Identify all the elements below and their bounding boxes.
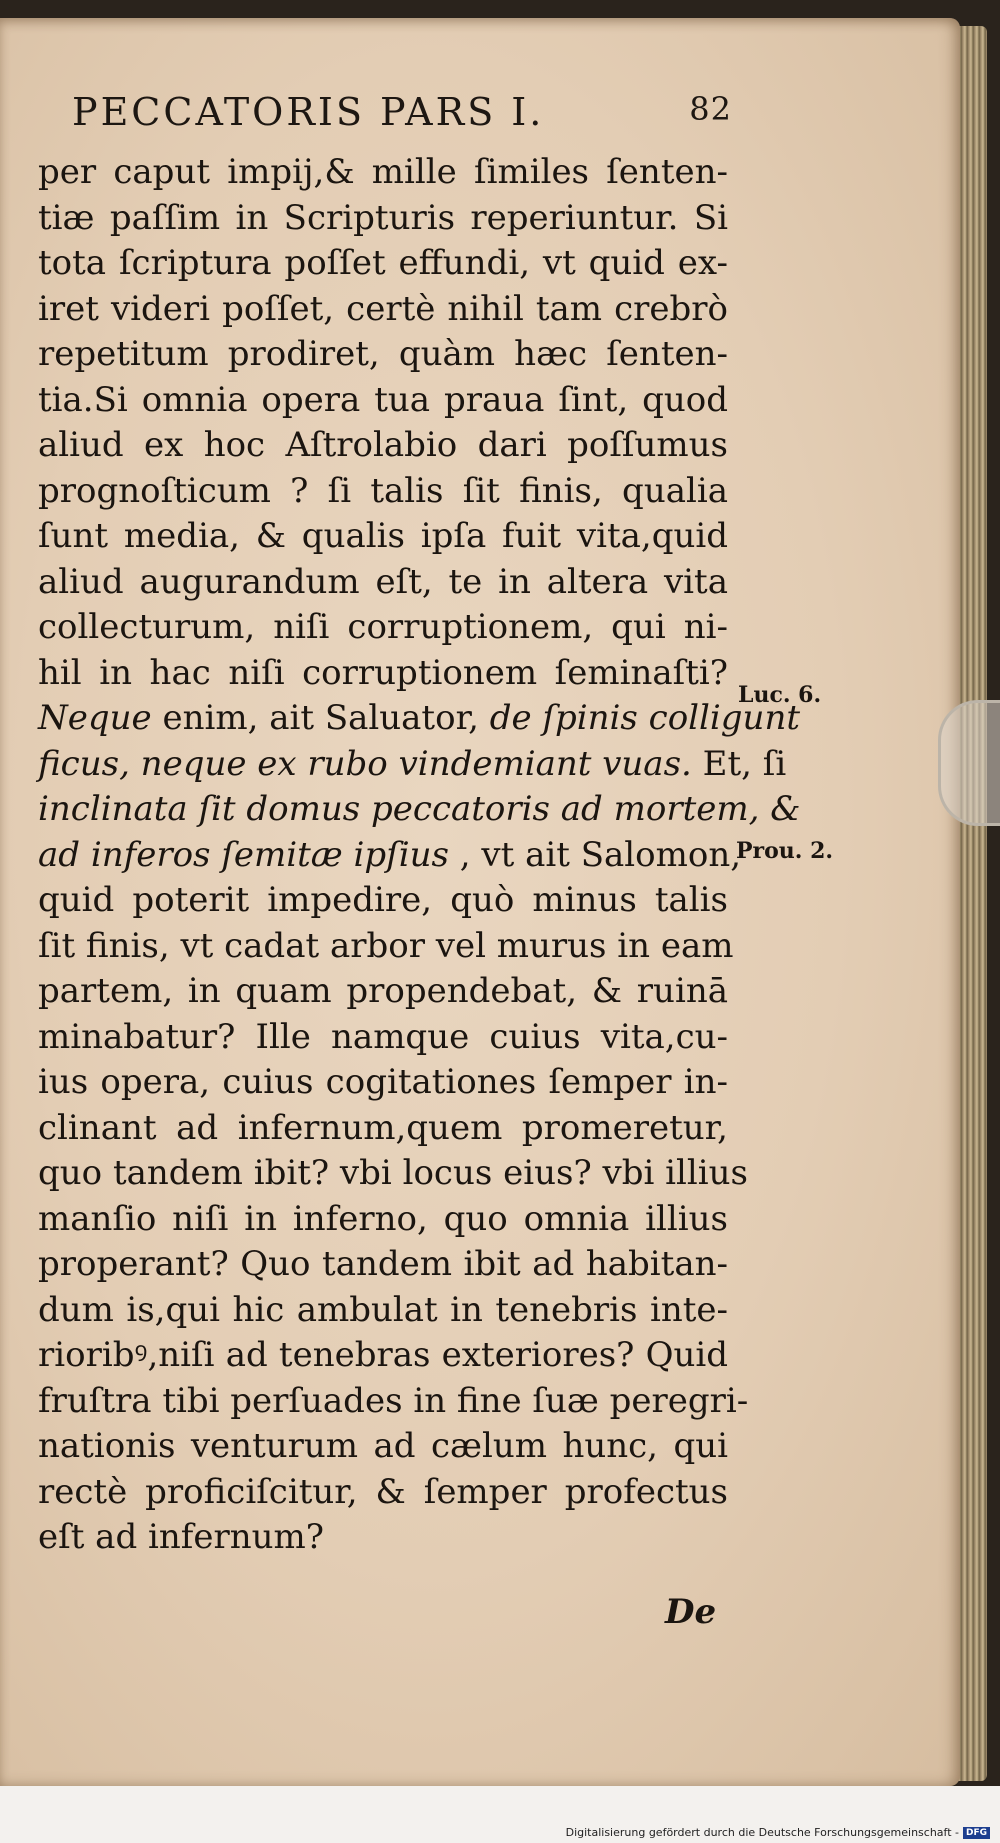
text-line: tia.Si omnia opera tua praua ſint, quod [38,379,728,420]
text-line: ad inferos ſemitæ ipſius , vt ait Salomon, [38,834,742,875]
text-line: prognoſticum ? ſi talis ſit finis, qualia [38,470,728,511]
text-line: ſunt media, & qualis ipſa fuit vita,quid [38,516,728,556]
text-line: dum is,qui hic ambulat in tenebris inte- [38,1289,728,1330]
text-line: eſt ad infernum? [38,1517,325,1557]
book-clasp [938,700,1000,826]
margin-note-luc: Luc. 6. [738,682,822,708]
italic-word: Neque [38,698,152,738]
text-line: aliud ex hoc Aſtrolabio dari poſſumus [38,425,728,465]
text-line: rectè proficiſcitur, & ſemper profectus [38,1471,728,1512]
italic-quote: ad inferos ſemitæ ipſius [38,834,449,875]
italic-quote: inclinata ſit domus peccatoris ad mortem, & [38,789,801,829]
digitization-credit [566,1826,990,1839]
dfg-logo: DFG [963,1827,990,1839]
credit-text: Digitalisierung gefördert durch die Deutsche Forschungsgemeinschaft - [565,1826,959,1839]
text-line: ius opera, cuius cogitationes ſemper in- [38,1062,728,1102]
text-line: per caput impij,& mille ſimiles ſenten- [38,152,728,192]
page-number: 82 [689,90,732,128]
text-line: ſit finis, vt cadat arbor vel murus in eam [38,925,734,966]
text-line: properant? Quo tandem ibit ad habitan- [38,1244,728,1284]
italic-quote: de ſpinis colligunt [489,698,801,738]
text-line: quid poterit impedire, quò minus talis [38,880,728,920]
catchword: De [665,1592,717,1632]
italic-quote: ficus, neque ex rubo vindemiant vuas. [38,743,692,784]
header-title: PECCATORIS PARS I. [72,90,545,134]
text-line: iret videri poſſet, certè nihil tam crebrò [38,288,728,329]
running-header [72,90,732,134]
text-line: repetitum prodiret, quàm hæc ſenten- [38,334,728,374]
text-line: fruſtra tibi perſuades in fine ſuæ peregri- [38,1380,749,1421]
text-line: Neque enim, ait Saluator, de ſpinis colligunt [38,698,801,738]
text-line: tiæ paſſim in Scripturis reperiuntur. Si [38,197,728,238]
text-line [38,787,801,833]
margin-note-prou: Prou. 2. [736,838,834,864]
text-line: clinant ad infernum,quem promeretur, [38,1107,728,1148]
text-line: ficus, neque ex rubo vindemiant vuas. Et, ſi [38,743,787,784]
text-line: rioribꝰ,niſi ad tenebras exteriores? Quid [38,1335,728,1375]
text-line: minabatur? Ille namque cuius vita,cu- [38,1016,728,1057]
text-line: collecturum, niſi corruptionem, qui ni- [38,607,728,647]
text-line: tota ſcriptura poſſet effundi, vt quid ex- [38,243,728,283]
text-line: aliud augurandum eſt, te in altera vita [38,561,728,602]
text-line: hil in hac niſi corruptionem ſeminaſti? [38,652,728,693]
text-line: nationis venturum ad cælum hunc, qui [38,1426,728,1466]
text-line: manſio niſi in inferno, quo omnia illius [38,1198,728,1239]
text-line: quo tandem ibit? vbi locus eius? vbi illius [38,1153,748,1193]
text-line: partem, in quam propendebat, & ruinā [38,971,728,1011]
